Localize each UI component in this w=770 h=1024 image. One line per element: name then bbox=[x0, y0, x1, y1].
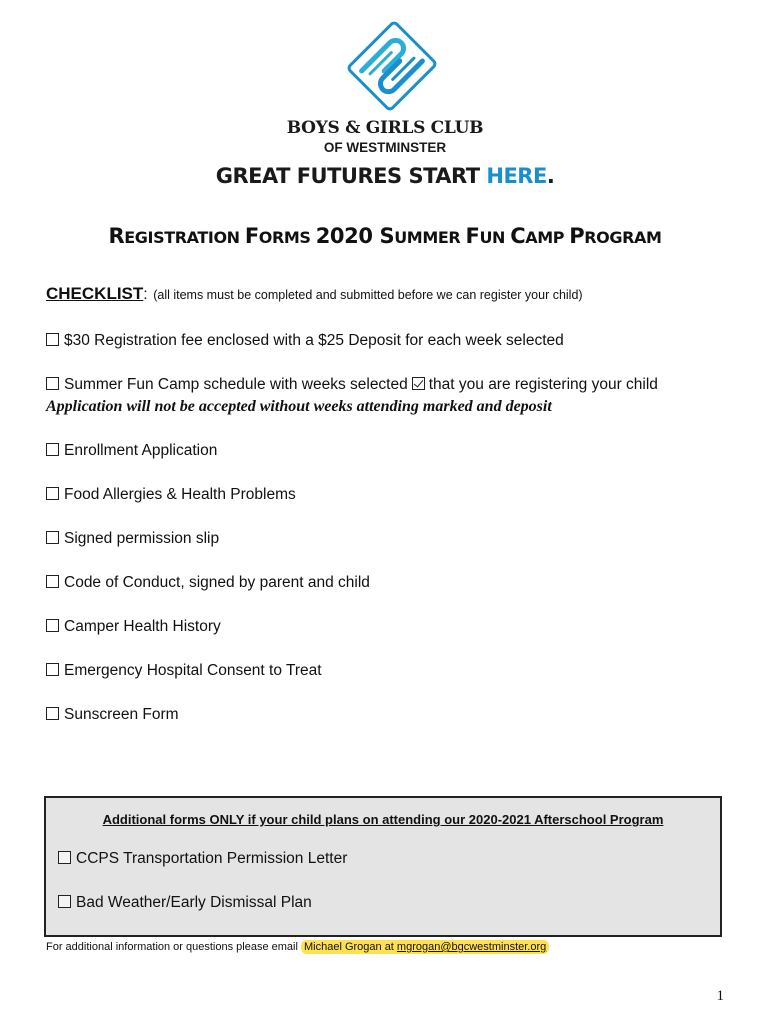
checkbox-icon[interactable] bbox=[46, 531, 59, 544]
checklist-item-sunscreen: Sunscreen Form bbox=[46, 706, 179, 724]
checkbox-icon[interactable] bbox=[58, 895, 71, 908]
warning-note: Application will not be accepted without weeks attending marked and deposit bbox=[46, 398, 552, 415]
club-logo bbox=[0, 14, 770, 194]
checklist-item-transportation: CCPS Transportation Permission Letter bbox=[58, 850, 347, 868]
checklist-item-bad-weather: Bad Weather/Early Dismissal Plan bbox=[58, 894, 312, 912]
checklist-item-food-allergies: Food Allergies & Health Problems bbox=[46, 486, 296, 504]
checkbox-icon[interactable] bbox=[46, 619, 59, 632]
contact-highlight: Michael Grogan at mgrogan@bgcwestminster.org bbox=[301, 940, 549, 954]
checklist-note: (all items must be completed and submitted before we can register your child) bbox=[149, 288, 583, 302]
checkbox-icon[interactable] bbox=[46, 663, 59, 676]
page-number: 1 bbox=[716, 988, 724, 1004]
checklist-item-permission-slip: Signed permission slip bbox=[46, 530, 219, 548]
checkbox-icon[interactable] bbox=[46, 487, 59, 500]
afterschool-heading: Additional forms ONLY if your child plans on attending our 2020-2021 Afterschool Program bbox=[102, 812, 664, 827]
checklist-item-hospital-consent: Emergency Hospital Consent to Treat bbox=[46, 662, 322, 680]
checklist-item-camp-schedule: Summer Fun Camp schedule with weeks selected that you are registering your child bbox=[46, 376, 658, 394]
checklist-label: CHECKLIST bbox=[46, 284, 144, 303]
logo-club-location: OF WESTMINSTER bbox=[323, 140, 447, 155]
checkbox-icon[interactable] bbox=[58, 851, 71, 864]
checkbox-icon[interactable] bbox=[46, 707, 59, 720]
checkbox-icon[interactable] bbox=[46, 443, 59, 456]
logo-club-name: BOYS & GIRLS CLUB bbox=[286, 118, 484, 138]
checklist-item-enrollment: Enrollment Application bbox=[46, 442, 217, 460]
checkbox-icon[interactable] bbox=[46, 575, 59, 588]
contact-email-link[interactable]: mgrogan@bgcwestminster.org bbox=[396, 941, 547, 953]
page-title: REGISTRATION FORMS 2020 SUMMER FUN CAMP PROGRAM bbox=[108, 224, 662, 248]
checkbox-icon[interactable] bbox=[46, 333, 59, 346]
checklist-heading: CHECKLIST: (all items must be completed and submitted before we can register your child) bbox=[46, 284, 583, 303]
checkbox-icon[interactable] bbox=[46, 377, 59, 390]
checklist-item-code-of-conduct: Code of Conduct, signed by parent and child bbox=[46, 574, 370, 592]
checked-box-icon bbox=[412, 377, 425, 390]
hands-logo-icon bbox=[345, 14, 439, 118]
checklist-item-health-history: Camper Health History bbox=[46, 618, 221, 636]
logo-tagline: GREAT FUTURES START HERE. bbox=[215, 164, 555, 188]
afterschool-forms-panel bbox=[44, 796, 722, 937]
contact-line: For additional information or questions please email Michael Grogan at mgrogan@bgcwestminster.org bbox=[46, 941, 549, 953]
checklist-item-registration-fee: $30 Registration fee enclosed with a $25 Deposit for each week selected bbox=[46, 332, 564, 350]
